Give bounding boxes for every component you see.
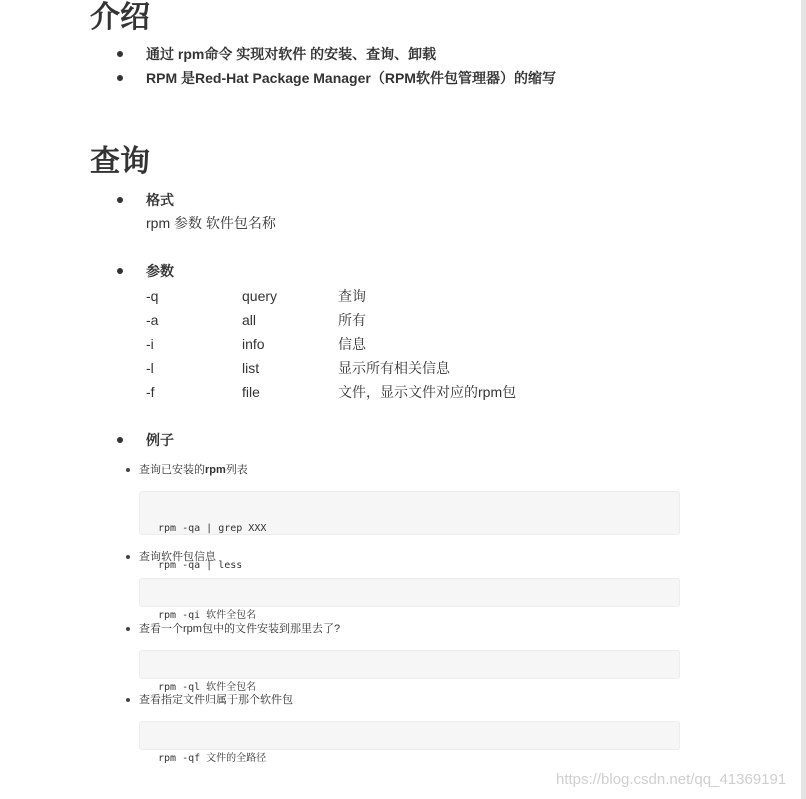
bullet-dot (117, 437, 123, 443)
param-name: query (242, 288, 278, 304)
code-block (139, 650, 680, 693)
sub-bullet-dot (126, 468, 130, 472)
format-text: rpm 参数 软件包名称 (146, 215, 276, 231)
param-desc: 信息 (338, 336, 366, 352)
code-line: rpm -ql 软件全包名 (158, 682, 257, 693)
param-name: all (242, 312, 257, 328)
param-desc: 文件，显示文件对应的rpm包 (338, 384, 517, 400)
example-3-text: 查看一个rpm包中的文件安装到那里去了? (139, 623, 341, 635)
right-edge-rule (801, 0, 806, 799)
params-label: 参数 (146, 263, 174, 279)
code-line: rpm -qf 文件的全路径 (158, 753, 267, 764)
param-desc: 查询 (338, 288, 366, 304)
example-1-text: 查询已安装的rpm列表 (139, 464, 248, 476)
bullet-dot (117, 51, 123, 57)
param-name: list (242, 360, 260, 376)
example-4-text: 查看指定文件归属于那个软件包 (139, 694, 293, 706)
bullet-dot (117, 268, 123, 274)
param-desc: 所有 (338, 312, 366, 328)
param-flag: -q (146, 288, 159, 304)
bullet-dot (117, 75, 123, 81)
sub-bullet-dot (126, 698, 130, 702)
bullet-dot (117, 197, 123, 203)
examples-label: 例子 (146, 432, 174, 448)
param-desc: 显示所有相关信息 (338, 360, 450, 376)
param-flag: -a (146, 312, 159, 328)
param-name: info (242, 336, 265, 352)
intro-item-2: RPM 是Red-Hat Package Manager（RPM软件包管理器）的缩写 (146, 70, 556, 86)
sub-bullet-dot (126, 627, 130, 631)
param-flag: -f (146, 384, 155, 400)
param-flag: -l (146, 360, 154, 376)
code-line: rpm -qi 软件全包名 (158, 610, 257, 621)
format-label: 格式 (146, 192, 174, 208)
example-2-text: 查询软件包信息 (139, 551, 216, 563)
code-block (139, 721, 680, 764)
code-block (139, 578, 680, 621)
sub-bullet-dot (126, 555, 130, 559)
code-line: rpm -qa | less (158, 560, 243, 571)
query-heading: 查询 (90, 145, 150, 178)
param-name: file (242, 384, 260, 400)
code-line: rpm -qa | grep XXX (158, 523, 267, 534)
watermark: https://blog.csdn.net/qq_41369191 (556, 771, 787, 788)
intro-heading: 介绍 (90, 1, 150, 34)
intro-item-1: 通过 rpm命令 实现对软件 的安装、查询、卸载 (146, 46, 437, 62)
param-flag: -i (146, 336, 154, 352)
